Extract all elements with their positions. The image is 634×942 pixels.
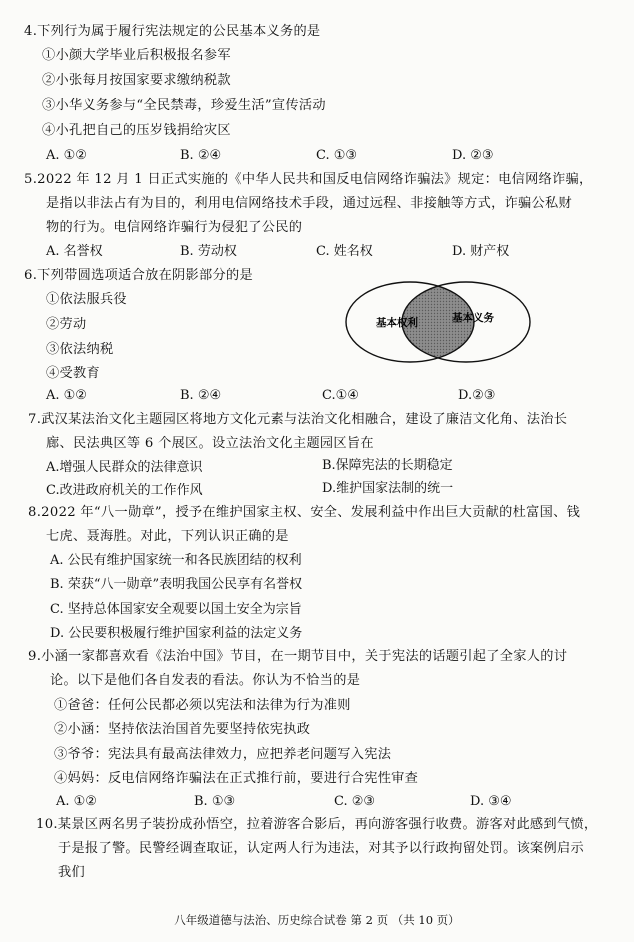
q7-stem-line-1: 7.武汉某法治文化主题园区将地方文化元素与法治文化相融合，建设了廉洁文化角、法治长 — [28, 412, 568, 427]
q8-option-a: A. 公民有维护国家统一和各民族团结的权利 — [50, 553, 302, 568]
venn-right-label: 基本义务 — [452, 312, 494, 324]
q8-stem-line-2: 七虎、聂海胜。对此，下列认识正确的是 — [46, 529, 289, 544]
q9-stem-line-2: 论。以下是他们各自发表的看法。你认为不恰当的是 — [50, 673, 361, 688]
q4-option-d: D. ②③ — [452, 148, 494, 163]
q4-item-2: ②小张每月按国家要求缴纳税款 — [42, 73, 231, 88]
q10-stem-line-3: 我们 — [58, 865, 85, 880]
q6-item-1: ①依法服兵役 — [46, 292, 127, 307]
q9-item-1: ①爸爸：任何公民都必须以宪法和法律为行为准则 — [54, 698, 351, 713]
q5-stem-line-1: 5.2022 年 12 月 1 日正式实施的《中华人民共和国反电信网络诈骗法》规定：电信网络诈骗， — [24, 172, 593, 187]
q6-item-3: ③依法纳税 — [46, 342, 114, 357]
q9-stem-line-1: 9.小涵一家都喜欢看《法治中国》节目，在一期节目中，关于宪法的话题引起了全家人的讨 — [28, 649, 568, 664]
q4-item-4: ④小孔把自己的压岁钱捐给灾区 — [42, 123, 231, 138]
q8-option-c: C. 坚持总体国家安全观要以国土安全为宗旨 — [50, 602, 302, 617]
q4-item-1: ①小颜大学毕业后积极报名参军 — [42, 48, 231, 63]
q5-option-b: B. 劳动权 — [180, 244, 237, 259]
q9-option-c: C. ②③ — [334, 794, 376, 809]
q4-stem: 4.下列行为属于履行宪法规定的公民基本义务的是 — [24, 24, 321, 39]
q5-option-d: D. 财产权 — [452, 244, 510, 259]
q8-option-b: B. 荣获“八一勋章”表明我国公民享有名誉权 — [50, 577, 303, 592]
q4-option-a: A. ①② — [46, 148, 87, 163]
q9-option-d: D. ③④ — [470, 794, 512, 809]
q5-stem-line-2: 是指以非法占有为目的，利用电信网络技术手段，通过远程、非接触等方式，诈骗公私财 — [46, 196, 573, 211]
q6-item-4: ④受教育 — [46, 366, 100, 381]
q6-option-a: A. ①② — [46, 388, 87, 403]
q9-option-a: A. ①② — [56, 794, 97, 809]
q6-option-b: B. ②④ — [180, 388, 222, 403]
q6-option-c: C.①④ — [322, 388, 359, 403]
q8-stem-line-1: 8.2022 年“八一勋章”，授予在维护国家主权、安全、发展利益中作出巨大贡献的杜富国、钱 — [28, 505, 581, 520]
q4-item-3: ③小华义务参与“全民禁毒，珍爱生活”宣传活动 — [42, 98, 326, 113]
q7-option-b: B.保障宪法的长期稳定 — [322, 458, 453, 473]
q9-item-2: ②小涵：坚持依法治国首先要坚持依宪执政 — [54, 722, 311, 737]
venn-diagram — [340, 276, 536, 368]
page-footer: 八年级道德与法治、历史综合试卷 第 2 页 （共 10 页） — [174, 913, 460, 927]
q4-option-c: C. ①③ — [316, 148, 358, 163]
q5-stem-line-3: 物的行为。电信网络诈骗行为侵犯了公民的 — [46, 220, 303, 235]
q8-option-d: D. 公民要积极履行维护国家利益的法定义务 — [50, 626, 303, 641]
q6-item-2: ②劳动 — [46, 317, 87, 332]
q9-item-3: ③爷爷：宪法具有最高法律效力，应把养老问题写入宪法 — [54, 747, 392, 762]
venn-left-label: 基本权利 — [376, 317, 418, 329]
q10-stem-line-1: 10.某景区两名男子装扮成孙悟空，拉着游客合影后，再向游客强行收费。游客对此感到气愤， — [36, 817, 598, 832]
q5-option-a: A. 名誉权 — [46, 244, 103, 259]
q5-option-c: C. 姓名权 — [316, 244, 373, 259]
q6-stem: 6.下列带圆选项适合放在阴影部分的是 — [24, 268, 253, 283]
q7-option-d: D.维护国家法制的统一 — [322, 481, 454, 496]
q7-stem-line-2: 廊、民法典区等 6 个展区。设立法治文化主题园区旨在 — [46, 436, 374, 451]
q9-item-4: ④妈妈：反电信网络诈骗法在正式推行前，要进行合宪性审查 — [54, 771, 419, 786]
q9-option-b: B. ①③ — [194, 794, 236, 809]
q7-option-a: A.增强人民群众的法律意识 — [46, 460, 203, 475]
q7-option-c: C.改进政府机关的工作作风 — [46, 483, 203, 498]
q10-stem-line-2: 于是报了警。民警经调查取证，认定两人行为违法，对其予以行政拘留处罚。该案例启示 — [58, 841, 585, 856]
q6-option-d: D.②③ — [458, 388, 496, 403]
q4-option-b: B. ②④ — [180, 148, 222, 163]
